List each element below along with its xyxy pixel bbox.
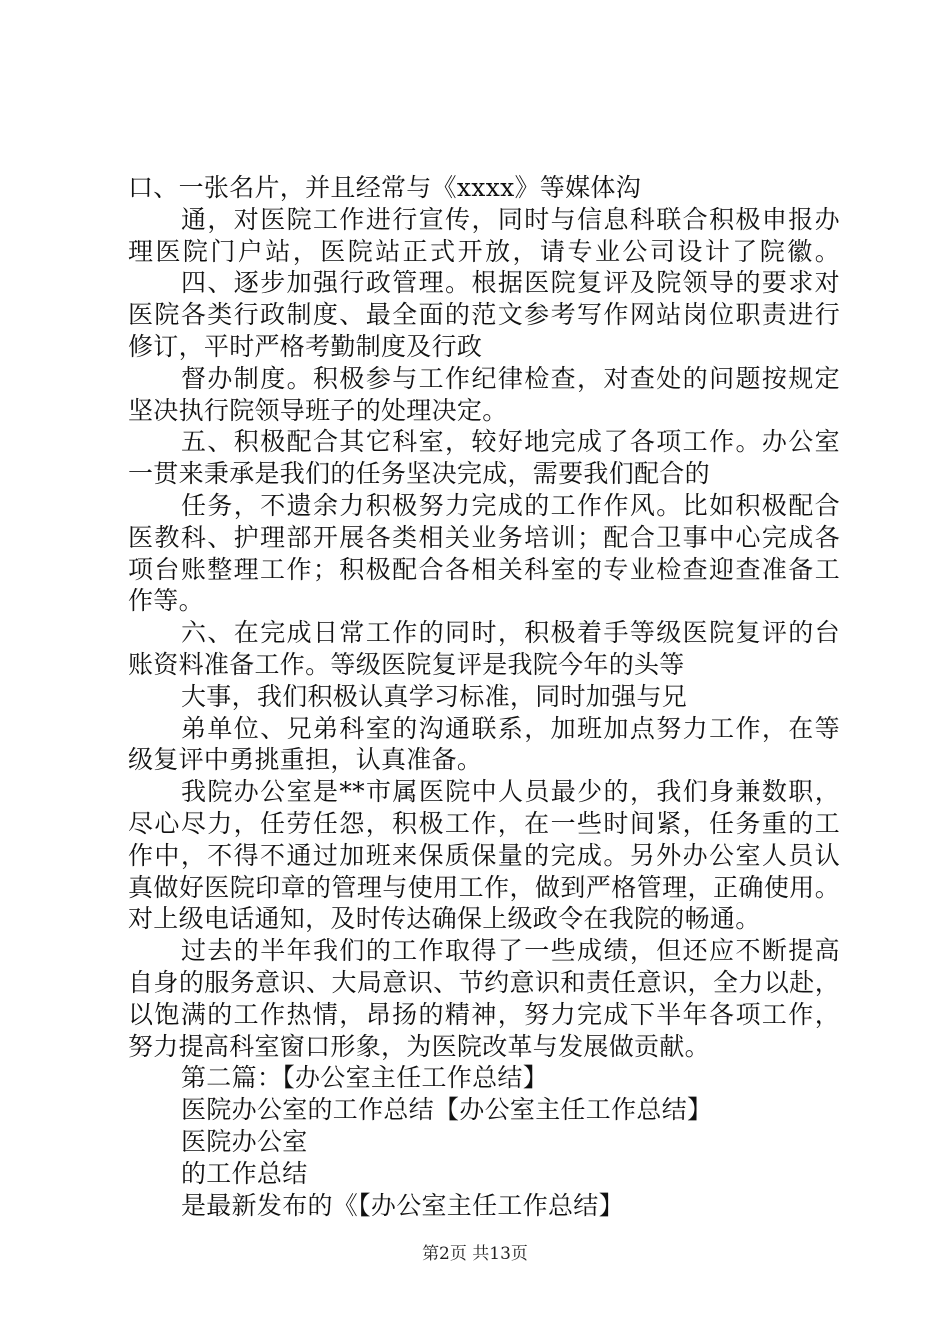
text-line: 医院各类行政制度、最全面的范文参考写作网站岗位职责进行 [128, 300, 840, 330]
text-line: 过去的半年我们的工作取得了一些成绩，但还应不断提高 [181, 936, 840, 966]
text-line: 自身的服务意识、大局意识、节约意识和责任意识，全力以赴， [128, 967, 840, 997]
text-line: 通，对医院工作进行宣传，同时与信息科联合积极申报办 [181, 204, 840, 234]
text-line: 项台账整理工作；积极配合各相关科室的专业检查迎查准备工 [128, 554, 840, 584]
text-line: 医教科、护理部开展各类相关业务培训；配合卫事中心完成各 [128, 522, 840, 552]
text-line: 坚决执行院领导班子的处理决定。 [128, 395, 508, 425]
text-line: 四、逐步加强行政管理。根据医院复评及院领导的要求对 [181, 268, 840, 298]
text-line: 作等。 [128, 586, 204, 616]
text-line: 大事，我们积极认真学习标准，同时加强与兄 [181, 681, 688, 711]
text-line: 六、在完成日常工作的同时，积极着手等级医院复评的台 [181, 618, 840, 648]
text-line: 努力提高科室窗口形象，为医院改革与发展做贡献。 [128, 1031, 710, 1061]
text-line: 修订，平时严格考勤制度及行政 [128, 331, 483, 361]
text-line: 对上级电话通知，及时传达确保上级政令在我院的畅通。 [128, 904, 761, 934]
text-line: 以饱满的工作热情，昂扬的精神，努力完成下半年各项工作， [128, 999, 840, 1029]
text-line: 级复评中勇挑重担，认真准备。 [128, 745, 483, 775]
text-line: 一贯来秉承是我们的任务坚决完成，需要我们配合的 [128, 459, 710, 489]
text-line: 医院办公室 [181, 1126, 308, 1156]
text-line: 督办制度。积极参与工作纪律检查，对查处的问题按规定 [181, 363, 840, 393]
text-line: 我院办公室是**市属医院中人员最少的，我们身兼数职， [181, 777, 840, 807]
text-line: 是最新发布的《【办公室主任工作总结】 [181, 1190, 624, 1220]
text-line: 口、一张名片，并且经常与《xxxx》等媒体沟 [128, 173, 641, 202]
text-line: 五、积极配合其它科室，较好地完成了各项工作。办公室 [181, 427, 840, 457]
text-line: 的工作总结 [181, 1158, 308, 1188]
text-line: 医院办公室的工作总结【办公室主任工作总结】 [181, 1095, 713, 1125]
document-body [128, 172, 840, 1221]
text-line: 尽心尽力，任劳任怨，积极工作，在一些时间紧，任务重的工 [128, 808, 840, 838]
text-line: 任务，不遗余力积极努力完成的工作作风。比如积极配合 [181, 490, 840, 520]
text-line: 第二篇：【办公室主任工作总结】 [181, 1063, 549, 1093]
text-line: 理医院门户站，医院站正式开放，请专业公司设计了院徽。 [128, 236, 840, 266]
page-footer: 第2页 共13页 [422, 1244, 528, 1264]
text-line: 真做好医院印章的管理与使用工作，做到严格管理，正确使用。 [128, 872, 840, 902]
text-line: 作中，不得不通过加班来保质保量的完成。另外办公室人员认 [128, 840, 840, 870]
text-line: 弟单位、兄弟科室的沟通联系，加班加点努力工作，在等 [181, 713, 840, 743]
text-line: 账资料准备工作。等级医院复评是我院今年的头等 [128, 649, 685, 679]
